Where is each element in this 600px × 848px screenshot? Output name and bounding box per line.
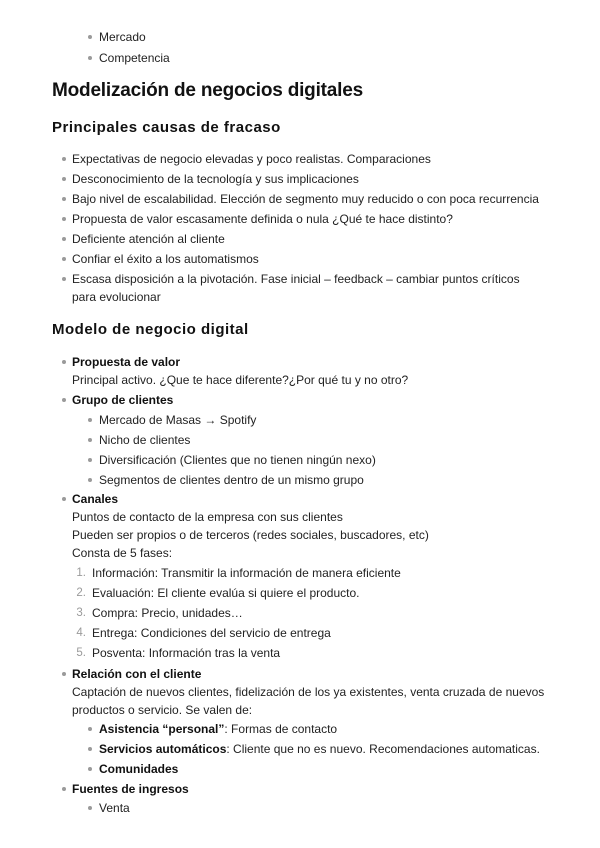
bullet-icon	[62, 398, 66, 402]
list-item: Bajo nivel de escalabilidad. Elección de segmento muy reducido o con poca recurrencia	[72, 192, 539, 206]
revenue-title-text: Fuentes de ingresos	[72, 782, 189, 796]
relation-title-text: Relación con el cliente	[72, 667, 202, 681]
list-item: Propuesta de valor escasamente definida o nula ¿Qué te hace distinto?	[72, 212, 453, 226]
list-item: Información: Transmitir la información de manera eficiente	[92, 566, 401, 580]
channels-title	[72, 491, 118, 507]
list-item: Segmentos de clientes dentro de un mismo grupo	[99, 473, 364, 487]
list-item: Deficiente atención al cliente	[72, 232, 225, 246]
list-item-rest: : Formas de contacto	[224, 722, 338, 736]
bullet-icon	[88, 56, 92, 60]
page-title: Modelización de negocios digitales	[52, 80, 363, 101]
bullet-icon	[88, 727, 92, 731]
list-item-continuation: para evolucionar	[72, 290, 161, 304]
bullet-icon	[88, 438, 92, 442]
list-item: Competencia	[99, 51, 170, 65]
bullet-icon	[62, 177, 66, 181]
list-item: Expectativas de negocio elevadas y poco realistas. Comparaciones	[72, 152, 431, 166]
list-item	[99, 741, 540, 757]
list-item: Mercado de Masas → Spotify	[99, 413, 257, 427]
list-item	[99, 761, 178, 777]
list-item: Escasa disposición a la pivotación. Fase inicial – feedback – cambiar puntos críticos	[72, 272, 520, 286]
bullet-icon	[62, 237, 66, 241]
bullet-icon	[88, 767, 92, 771]
bullet-icon	[88, 458, 92, 462]
value-prop-title	[72, 354, 180, 370]
model-heading: Modelo de negocio digital	[52, 321, 249, 338]
bullet-icon	[62, 257, 66, 261]
clients-title	[72, 392, 173, 408]
causes-heading: Principales causas de fracaso	[52, 119, 281, 136]
list-item-bold: Servicios automáticos	[99, 742, 227, 756]
list-item: Posventa: Información tras la venta	[92, 646, 281, 660]
channels-title-text: Canales	[72, 492, 119, 506]
paragraph-line: Captación de nuevos clientes, fidelización de los ya existentes, venta cruzada de nuevos	[72, 685, 545, 699]
paragraph-line: productos o servicio. Se valen de:	[72, 703, 253, 717]
paragraph-line: Consta de 5 fases:	[72, 546, 173, 560]
bullet-icon	[62, 277, 66, 281]
list-item-rest: : Cliente que no es nuevo. Recomendaciones automaticas.	[226, 742, 540, 756]
list-item-bold: Comunidades	[99, 762, 179, 776]
value-prop-desc: Principal activo. ¿Que te hace diferente?¿Por qué tu y no otro?	[72, 373, 409, 387]
list-number: 1.	[76, 567, 86, 579]
list-number: 2.	[76, 587, 86, 599]
revenue-title	[72, 781, 189, 797]
paragraph-line: Pueden ser propios o de terceros (redes sociales, buscadores, etc)	[72, 528, 429, 542]
list-number: 4.	[76, 627, 86, 639]
bullet-icon	[62, 157, 66, 161]
list-item: Diversificación (Clientes que no tienen ningún nexo)	[99, 453, 376, 467]
bullet-icon	[62, 787, 66, 791]
value-prop-title-text: Propuesta de valor	[72, 355, 181, 369]
bullet-icon	[62, 197, 66, 201]
list-item	[99, 721, 337, 737]
clients-title-text: Grupo de clientes	[72, 393, 174, 407]
list-item: Evaluación: El cliente evalúa si quiere el producto.	[92, 586, 360, 600]
list-item-bold: Asistencia “personal”	[99, 722, 225, 736]
list-number: 5.	[76, 647, 86, 659]
list-item: Venta	[99, 801, 130, 815]
list-item: Confiar el éxito a los automatismos	[72, 252, 259, 266]
bullet-icon	[88, 35, 92, 39]
list-number: 3.	[76, 607, 86, 619]
relation-title	[72, 666, 201, 682]
paragraph-line: Puntos de contacto de la empresa con sus clientes	[72, 510, 343, 524]
list-item: Compra: Precio, unidades…	[92, 606, 243, 620]
bullet-icon	[62, 360, 66, 364]
bullet-icon	[88, 747, 92, 751]
list-item: Desconocimiento de la tecnología y sus implicaciones	[72, 172, 359, 186]
bullet-icon	[88, 478, 92, 482]
list-item: Entrega: Condiciones del servicio de entrega	[92, 626, 331, 640]
bullet-icon	[62, 217, 66, 221]
bullet-icon	[88, 806, 92, 810]
bullet-icon	[88, 418, 92, 422]
bullet-icon	[62, 672, 66, 676]
bullet-icon	[62, 497, 66, 501]
list-item: Nicho de clientes	[99, 433, 191, 447]
list-item: Mercado	[99, 30, 146, 44]
